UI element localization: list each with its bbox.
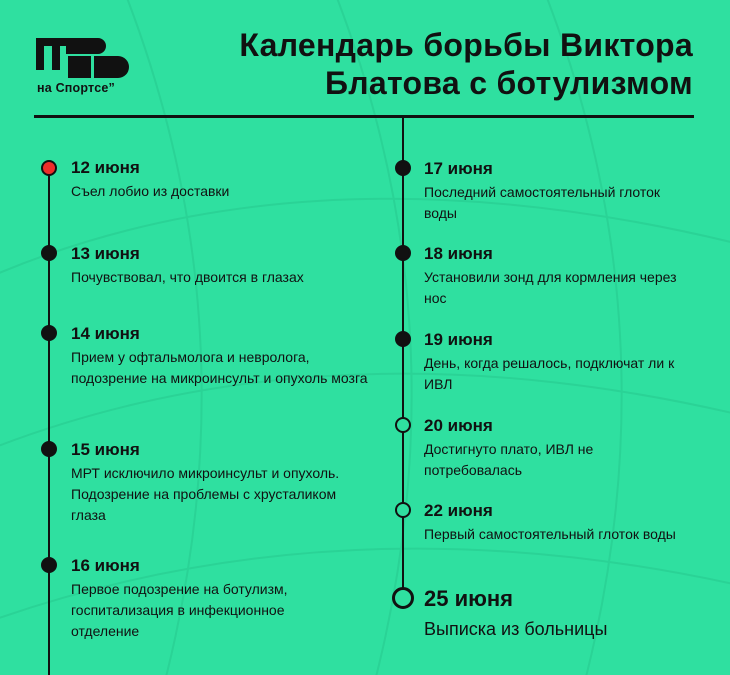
timeline-event [424,501,684,545]
logo-caption: на Спортсе” [37,81,115,95]
timeline-event [424,159,664,224]
event-text: МРТ исключило микроинсульт и опухоль. Подозрение на проблемы с хрусталиком глаза [71,465,340,523]
timeline-event [71,158,371,202]
timeline-event [71,440,346,526]
event-text: Установили зонд для кормления через нос [424,269,677,306]
event-date: 17 июня [424,159,493,178]
timeline-marker-final [392,587,414,609]
event-date: 16 июня [71,556,140,575]
event-date: 14 июня [71,324,140,343]
timeline-marker [41,441,57,457]
event-date: 18 июня [424,244,493,263]
event-date: 20 июня [424,416,493,435]
event-text: Первое подозрение на ботулизм, госпитализация в инфекционное отделение [71,581,288,639]
timeline-marker [41,245,57,261]
event-date: 12 июня [71,158,140,177]
title-line-1: Календарь борьбы Виктора [239,27,693,63]
event-text: Последний самостоятельный глоток воды [424,184,661,221]
timeline-marker [41,325,57,341]
event-text: Съел лобио из доставки [71,183,230,199]
header-rule [34,115,694,118]
timeline-event [424,416,624,481]
event-text: Прием у офтальмолога и невролога, подозрение на микроинсульт и опухоль мозга [71,349,368,386]
event-text: Достигнуто плато, ИВЛ не потребовалась [424,441,594,478]
timeline-marker-hollow [395,502,411,518]
timeline-marker-start [41,160,57,176]
timeline-marker [41,557,57,573]
event-date: 19 июня [424,330,493,349]
timeline-marker [395,245,411,261]
event-date: 22 июня [424,501,493,520]
event-date: 25 июня [424,586,514,611]
event-date: 15 июня [71,440,140,459]
timeline-marker-hollow [395,417,411,433]
title-line-2: Блатова с ботулизмом [324,65,693,101]
page-title [239,26,693,102]
right-timeline-line [402,116,404,598]
timeline-event [71,244,371,288]
timeline-event [424,330,689,395]
timeline-marker [395,331,411,347]
event-text: Первый самостоятельный глоток воды [424,526,676,542]
timeline-event [71,324,376,389]
event-date: 13 июня [71,244,140,263]
timeline-event [424,244,694,309]
event-text: День, когда решалось, подключат ли к ИВЛ [424,355,675,392]
timeline-event [71,556,346,642]
event-text: Почувствовал, что двоится в глазах [71,269,304,285]
timeline-marker [395,160,411,176]
event-text: Выписка из больницы [424,619,608,639]
timeline-event-final [424,586,704,640]
